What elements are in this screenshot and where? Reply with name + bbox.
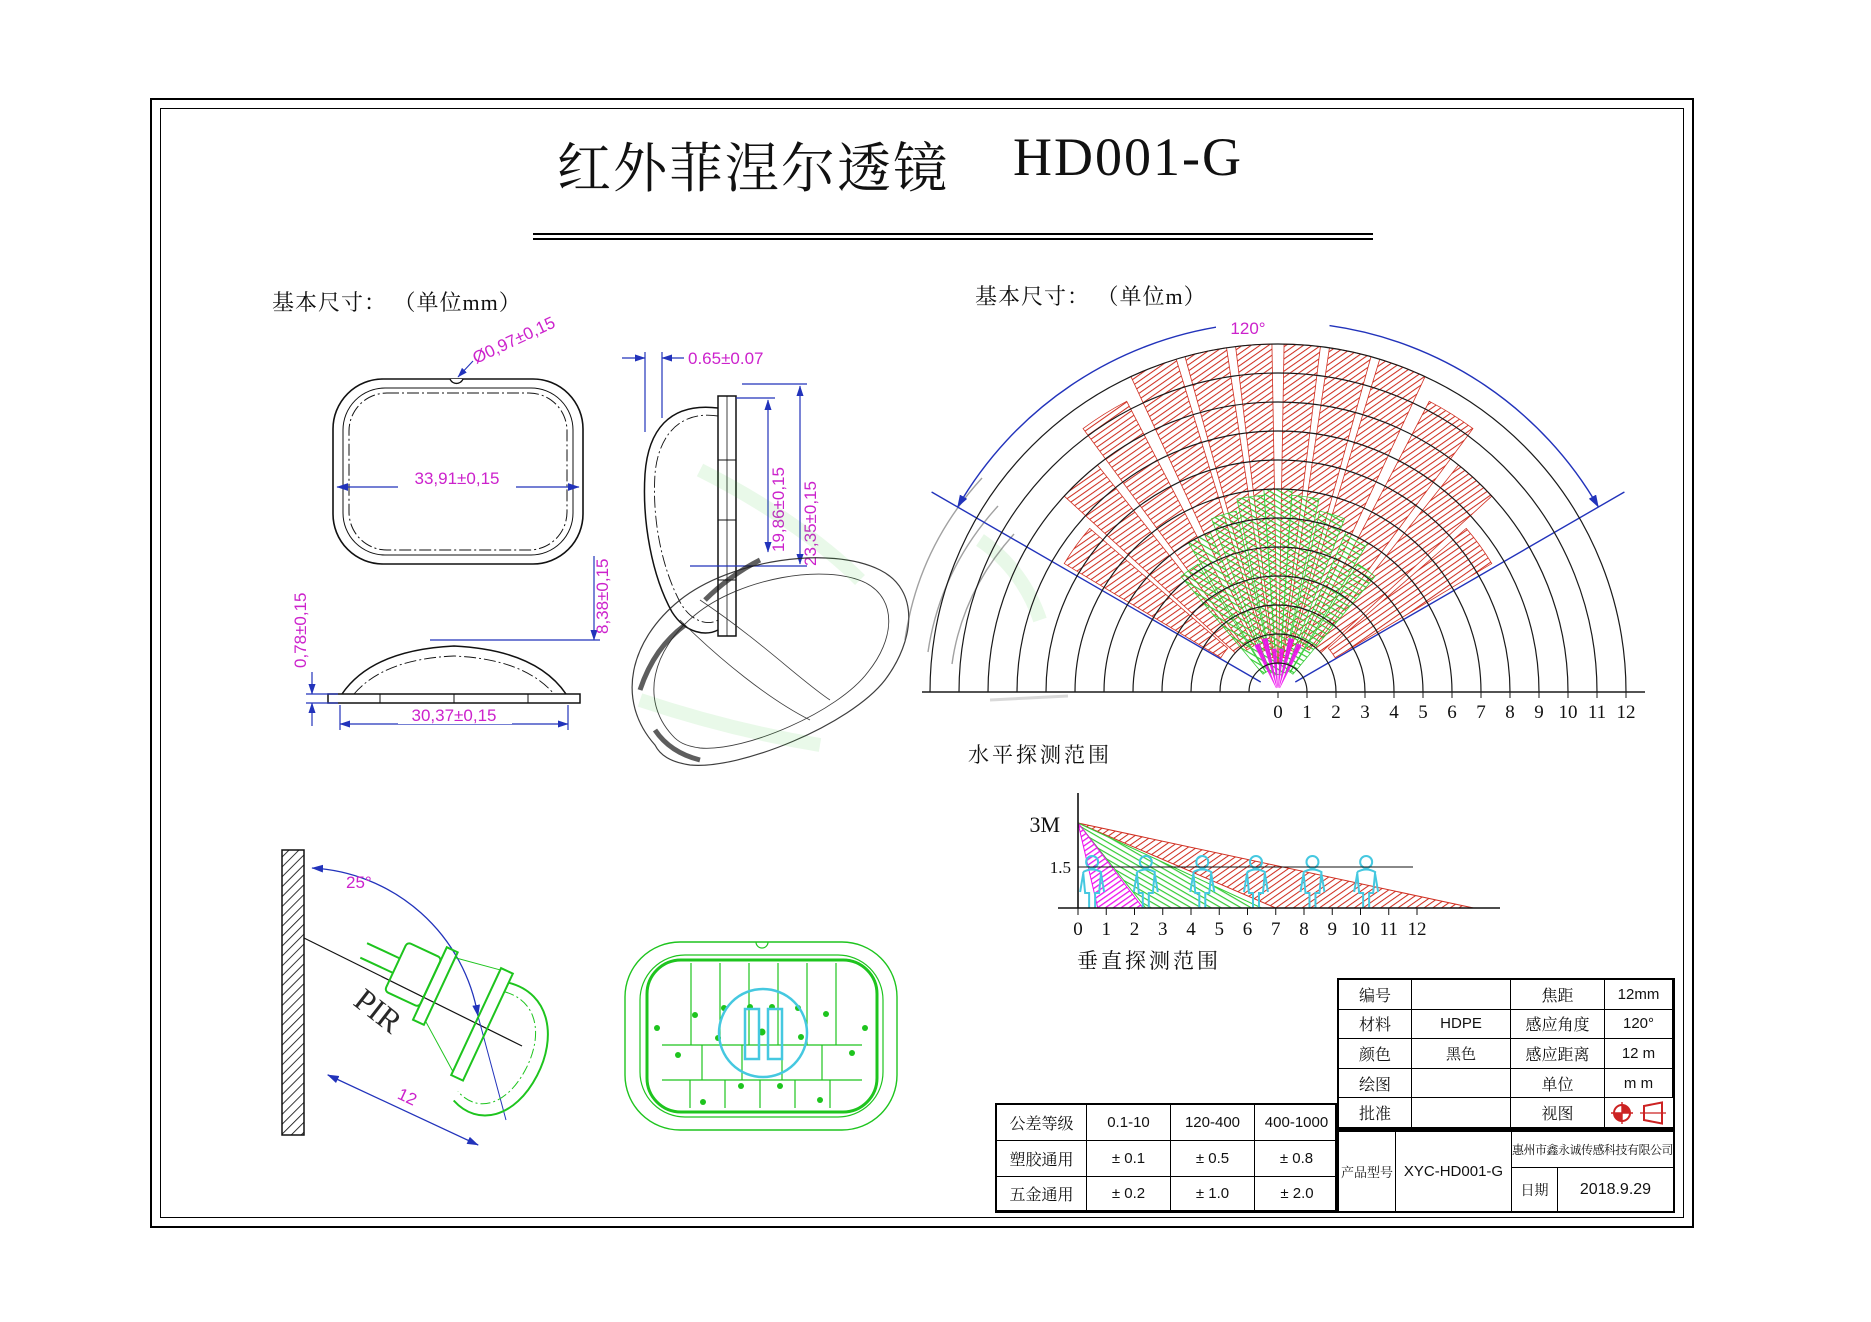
title-block-bottom [1337,1130,1675,1213]
titleblock-label: 感应距离 [1511,1039,1605,1069]
tolerance-header-cell: 公差等级 [997,1105,1087,1141]
titleblock-value: HDPE [1412,1010,1511,1040]
dim-outer-width: 33,91±0,15 [414,469,500,488]
dim-inner-height: 19,86±0,15 [769,467,788,552]
tolerance-cell: ± 0.1 [1087,1141,1171,1177]
company-name: 惠州市鑫永诚传感科技有限公司 [1512,1132,1673,1168]
vertical-tick-label: 3 [1158,919,1168,940]
titleblock-value [1605,1098,1673,1128]
vertical-tick-label: 9 [1327,919,1337,940]
date-value: 2018.9.29 [1579,1180,1652,1198]
dim-mount-length: 12 [394,1084,420,1110]
tolerance-cell: 五金通用 [997,1177,1087,1211]
titleblock-value: 120° [1605,1010,1673,1040]
titleblock-label: 单位 [1511,1069,1605,1099]
titleblock-label: 材料 [1339,1010,1412,1040]
bottom-profile-view [328,646,580,703]
projection-symbols-icon [1610,1101,1668,1125]
titleblock-label: 焦距 [1511,980,1605,1010]
date-label: 日期 [1512,1168,1558,1211]
fan-tick-label: 9 [1534,702,1544,723]
product-model-value: XYC-HD001-G [1396,1132,1512,1211]
title-block-table [1337,978,1675,1130]
titleblock-label: 批准 [1339,1098,1412,1128]
tolerance-cell: ± 0.8 [1255,1141,1339,1177]
pir-label: PIR [347,981,410,1041]
vertical-tick-label: 11 [1379,919,1398,940]
lens-top-view [625,942,897,1130]
titleblock-label: 感应角度 [1511,1010,1605,1040]
fan-diagram [905,316,1645,767]
fan-tick-label: 0 [1273,702,1283,723]
dim-dome-depth: 8,38±0,15 [593,558,612,634]
fan-tick-label: 12 [1616,702,1636,723]
fan-tick-label: 6 [1447,702,1457,723]
fan-tick-label: 8 [1505,702,1515,723]
tolerance-header-cell: 400-1000 [1255,1105,1339,1141]
dim-base-thickness: 0,78±0,15 [291,592,310,668]
fan-caption: 水平探测范围 [968,743,1112,767]
titleblock-value [1412,980,1511,1010]
title-model: HD001-G [1013,127,1243,187]
left-section-label: 基本尺寸： （单位mm） [272,290,522,315]
vertical-axis-label: 3M [1029,812,1060,837]
vertical-tick-label: 5 [1214,919,1224,940]
titleblock-label: 颜色 [1339,1039,1412,1069]
sketchy-arcs [905,478,1068,700]
vertical-tick-label: 8 [1299,919,1309,940]
fan-angle-label: 120° [1230,319,1266,338]
side-view [644,396,736,636]
wall [282,850,304,1135]
vertical-tick-label: 7 [1271,919,1281,940]
tolerance-header-cell: 120-400 [1171,1105,1255,1141]
person-head [1360,856,1372,868]
vertical-diagram [1029,793,1500,973]
tolerance-cell: ± 0.2 [1087,1177,1171,1211]
tolerance-cell: ± 0.5 [1171,1141,1255,1177]
tolerance-cell: ± 2.0 [1255,1177,1339,1211]
dim-edge-thickness: 0.65±0.07 [688,349,764,368]
fan-tick-label: 1 [1302,702,1312,723]
tolerance-header-cell: 0.1-10 [1087,1105,1171,1141]
titleblock-label: 绘图 [1339,1069,1412,1099]
fan-tick-label: 10 [1558,702,1578,723]
fan-tick-label: 2 [1331,702,1341,723]
fan-tick-label: 3 [1360,702,1370,723]
vertical-tick-label: 2 [1129,919,1140,940]
dim-base-width: 30,37±0,15 [411,706,497,725]
tolerance-cell: 塑胶通用 [997,1141,1087,1177]
titleblock-value [1412,1098,1511,1128]
bottom-view-dimensions [306,556,600,730]
fan-tick-label: 7 [1476,702,1486,723]
titleblock-value: 12 m [1605,1039,1673,1069]
vertical-tick-label: 6 [1242,919,1253,940]
right-section-label: 基本尺寸： （单位m） [975,284,1207,309]
vertical-ref-label: 1.5 [1049,858,1071,877]
titleblock-value [1412,1069,1511,1099]
titleblock-value: m m [1605,1069,1673,1099]
title-text: 红外菲涅尔透镜 [557,139,949,199]
titleblock-value: 黑色 [1412,1039,1511,1069]
titleblock-value: 12mm [1605,980,1673,1010]
tolerance-cell: ± 1.0 [1171,1177,1255,1211]
dim-outer-height: 23,35±0,15 [801,481,820,566]
vertical-tick-label: 12 [1407,919,1427,940]
vertical-tick-label: 10 [1351,919,1370,940]
tolerance-table [995,1103,1337,1213]
dim-notch-diameter: Ø0,97±0,15 [469,312,559,368]
vertical-caption: 垂直探测范围 [1077,949,1221,973]
fan-tick-label: 4 [1389,702,1399,723]
titleblock-label: 视图 [1511,1098,1605,1128]
fan-tick-label: 5 [1418,702,1428,723]
vertical-tick-label: 1 [1101,919,1111,940]
vertical-tick-label: 4 [1186,919,1196,940]
person-head [1306,856,1318,868]
dim-mount-angle: 25° [346,873,372,892]
product-model-label: 产品型号 [1339,1132,1396,1211]
vertical-tick-label: 0 [1073,919,1083,940]
mount-view [282,850,572,1155]
pir-sensor-assembly [310,912,572,1155]
titleblock-label: 编号 [1339,980,1412,1010]
fan-tick-label: 11 [1587,702,1607,723]
